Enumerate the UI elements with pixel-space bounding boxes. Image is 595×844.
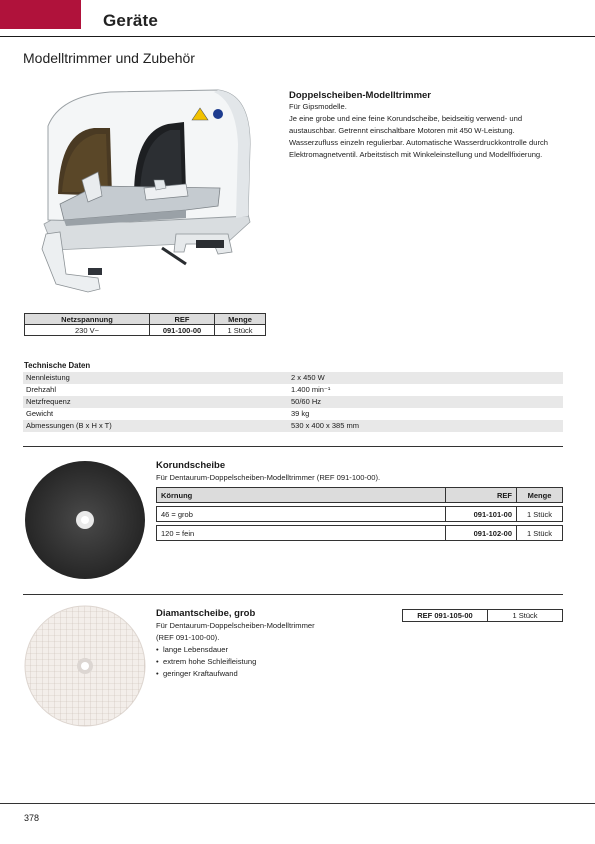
table-cell: 1 Stück	[215, 325, 266, 336]
description-line: (REF 091-100-00).	[156, 633, 220, 642]
tech-row	[23, 384, 563, 396]
description-line: Je eine grobe und eine feine Korundscheibe, beidseitig verwend- und	[289, 114, 523, 123]
tech-row	[23, 408, 563, 420]
column-header: REF	[446, 488, 517, 503]
tech-row	[23, 372, 563, 384]
table-cell: 1 Stück	[488, 610, 563, 622]
product-description-trimmer	[289, 101, 579, 161]
ref-cell: REF 091-105-00	[403, 610, 488, 622]
tech-value: 530 x 400 x 385 mm	[291, 421, 359, 430]
table-row	[157, 526, 563, 541]
ref-cell: 091-102-00	[446, 526, 517, 541]
tech-data-table	[23, 372, 563, 432]
order-table-trimmer	[24, 313, 266, 336]
description-line: Wasserzufluss einzeln regulierbar. Automatische Wasserdruckkontrolle durch	[289, 138, 549, 147]
column-header: Menge	[517, 488, 563, 503]
product-description-diamond	[156, 620, 315, 680]
table-cell: 230 V~	[25, 325, 150, 336]
tech-value: 39 kg	[291, 409, 310, 418]
feature-item: • lange Lebensdauer	[156, 644, 315, 656]
footer-divider	[0, 803, 595, 804]
order-table-diamond	[402, 609, 563, 622]
column-header: Körnung	[157, 488, 446, 503]
column-header: Menge	[215, 314, 266, 325]
table-cell: 46 = grob	[157, 507, 446, 522]
feature-item: • geringer Kraftaufwand	[156, 668, 315, 680]
model-trimmer-image	[36, 84, 258, 294]
tech-value: 2 x 450 W	[291, 373, 325, 382]
product-title-corundum: Korundscheibe	[156, 460, 226, 471]
description-line: Für Gipsmodelle.	[289, 102, 347, 111]
product-description-corundum: Für Dentaurum-Doppelscheiben-Modelltrimmer (REF 091-100-00).	[156, 473, 381, 482]
tech-data-title: Technische Daten	[24, 361, 91, 370]
tech-label: Nennleistung	[26, 373, 70, 382]
table-row	[25, 325, 266, 336]
feature-list	[156, 644, 315, 680]
table-cell: 1 Stück	[517, 507, 563, 522]
description-line: Elektromagnetventil. Arbeitstisch mit Winkeleinstellung und Modellfixierung.	[289, 150, 543, 159]
description-line: austauschbar. Getrennt einschaltbare Motoren mit 450 W-Leistung.	[289, 126, 515, 135]
table-cell: 1 Stück	[517, 526, 563, 541]
page-heading: Modelltrimmer und Zubehör	[23, 50, 195, 66]
table-row	[403, 610, 563, 622]
tech-value: 1.400 min⁻¹	[291, 385, 331, 394]
feature-item: • extrem hohe Schleifleistung	[156, 656, 315, 668]
description-line: Für Dentaurum-Doppelscheiben-Modelltrimmer	[156, 621, 315, 630]
order-table-corundum	[156, 487, 563, 541]
tech-label: Abmessungen (B x H x T)	[26, 421, 112, 430]
tech-label: Netzfrequenz	[26, 397, 71, 406]
column-header: REF	[150, 314, 215, 325]
table-row	[157, 507, 563, 522]
section-title: Geräte	[103, 11, 159, 30]
product-title-trimmer: Doppelscheiben-Modelltrimmer	[289, 90, 431, 101]
corundum-disc-image	[24, 460, 146, 580]
table-cell: 120 = fein	[157, 526, 446, 541]
tech-value: 50/60 Hz	[291, 397, 322, 406]
column-header: Netzspannung	[25, 314, 150, 325]
ref-cell: 091-100-00	[150, 325, 215, 336]
section-divider	[23, 594, 563, 595]
diamond-disc-image	[24, 605, 146, 728]
tech-label: Gewicht	[26, 409, 54, 418]
page-number: 378	[24, 813, 40, 823]
tech-row	[23, 396, 563, 408]
section-color-tab	[0, 0, 81, 29]
product-title-diamond: Diamantscheibe, grob	[156, 608, 256, 619]
header-divider	[0, 36, 595, 37]
section-divider	[23, 446, 563, 447]
tech-row	[23, 420, 563, 432]
ref-cell: 091-101-00	[446, 507, 517, 522]
tech-label: Drehzahl	[26, 385, 57, 394]
